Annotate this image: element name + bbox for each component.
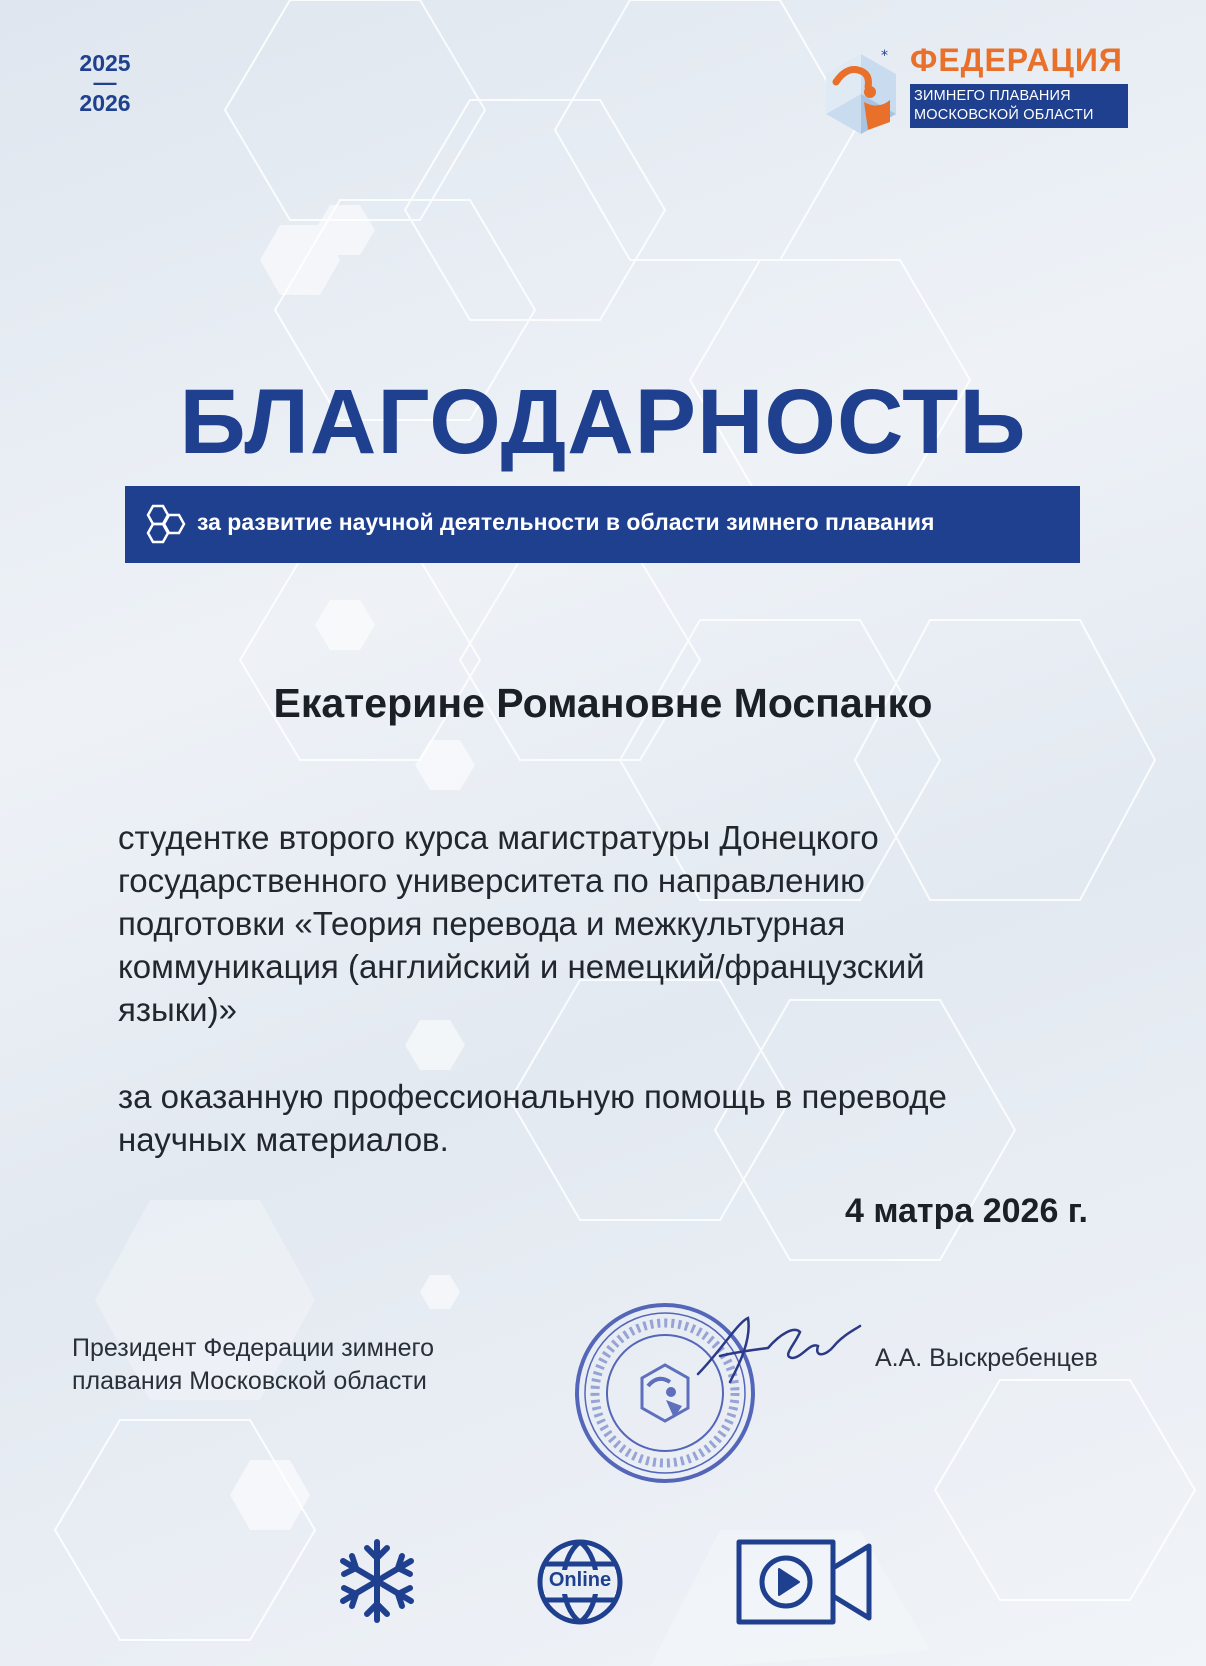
description-line: языки)» bbox=[118, 991, 237, 1028]
year-separator: — bbox=[93, 69, 117, 95]
certificate-date: 4 матра 2026 г. bbox=[844, 1192, 1088, 1230]
swimmer-logo-icon bbox=[818, 42, 904, 134]
online-globe-icon bbox=[530, 1536, 630, 1628]
signatory-title-line2: плавания Московской области bbox=[72, 1367, 427, 1395]
recipient-description bbox=[118, 816, 1093, 1031]
description-line: коммуникация (английский и немецкий/французский bbox=[118, 948, 925, 985]
reason-line: научных материалов. bbox=[118, 1121, 449, 1158]
logo-title: ФЕДЕРАЦИЯ bbox=[910, 42, 1123, 78]
svg-text:*: * bbox=[881, 48, 888, 64]
logo-subtitle-line2: МОСКОВСКОЙ ОБЛАСТИ bbox=[914, 107, 1094, 123]
reason-line: за оказанную профессиональную помощь в переводе bbox=[118, 1078, 947, 1115]
handwritten-signature bbox=[690, 1312, 865, 1392]
year-range bbox=[72, 50, 138, 116]
online-label: Online bbox=[548, 1569, 612, 1591]
description-line: подготовки «Теория перевода и межкультурная bbox=[118, 905, 846, 942]
logo-subtitle bbox=[910, 84, 1128, 128]
signatory-title-line1: Президент Федерации зимнего bbox=[72, 1334, 434, 1362]
recipient-name: Екатерине Романовне Моспанко bbox=[273, 680, 933, 726]
description-line: государственного университета по направлению bbox=[118, 862, 865, 899]
snowflake-icon bbox=[332, 1536, 422, 1626]
award-reason bbox=[118, 1075, 1093, 1161]
certificate-heading: БЛАГОДАРНОСТЬ bbox=[179, 371, 1027, 473]
description-line: студентке второго курса магистратуры Донецкого bbox=[118, 819, 879, 856]
video-camera-icon bbox=[735, 1538, 875, 1626]
hexagons-icon bbox=[139, 500, 189, 550]
year-end: 2026 bbox=[79, 90, 131, 116]
signatory-name: А.А. Выскребенцев bbox=[875, 1344, 1098, 1372]
logo-subtitle-line1: ЗИМНЕГО ПЛАВАНИЯ bbox=[914, 88, 1071, 104]
year-start: 2025 bbox=[79, 50, 131, 76]
federation-logo bbox=[818, 42, 1128, 134]
banner-text: за развитие научной деятельности в области зимнего плавания bbox=[197, 509, 935, 535]
award-banner bbox=[125, 486, 1080, 563]
signatory-title bbox=[72, 1332, 512, 1398]
